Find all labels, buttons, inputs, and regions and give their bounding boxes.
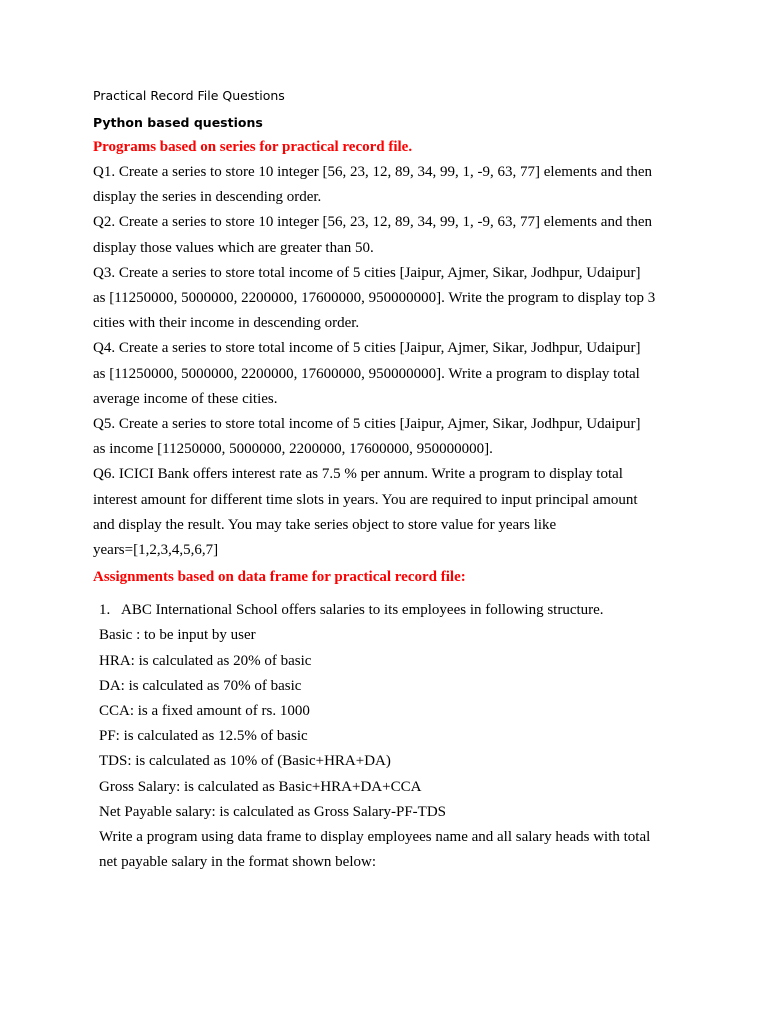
- assignment-intro-text: ABC International School offers salaries to its employees in following structure.: [121, 602, 604, 619]
- question-q2-line: Q2. Create a series to store 10 integer [56, 23, 12, 89, 34, 99, 1, -9, 63, 77] elements and then: [93, 214, 653, 231]
- assignment-instruction-line: net payable salary in the format shown below:: [99, 854, 377, 871]
- salary-rule-gross: Gross Salary: is calculated as Basic+HRA+DA+CCA: [99, 778, 422, 795]
- assignment-intro: [99, 598, 708, 623]
- salary-rule-cca: CCA: is a fixed amount of rs. 1000: [99, 703, 310, 720]
- question-q1-line: Q1. Create a series to store 10 integer [56, 23, 12, 89, 34, 99, 1, -9, 63, 77] elements and then: [93, 164, 653, 180]
- question-q5-line: as income [11250000, 5000000, 2200000, 17600000, 950000000].: [93, 441, 493, 458]
- question-q4-line: Q4. Create a series to store total income of 5 cities [Jaipur, Ajmer, Sikar, Jodhpur, Udaipur]: [93, 340, 641, 357]
- question-q3-line: Q3. Create a series to store total income of 5 cities [Jaipur, Ajmer, Sikar, Jodhpur, Udaipur]: [93, 264, 641, 281]
- salary-rule-net: Net Payable salary: is calculated as Gross Salary-PF-TDS: [99, 803, 446, 820]
- salary-rule-tds: TDS: is calculated as 10% of (Basic+HRA+DA): [99, 753, 391, 770]
- salary-rule-basic: Basic : to be input by user: [99, 627, 256, 644]
- question-q6-line: Q6. ICICI Bank offers interest rate as 7.5 % per annum. Write a program to display total: [93, 466, 623, 483]
- salary-rule-da: DA: is calculated as 70% of basic: [99, 677, 302, 694]
- series-section-heading: Programs based on series for practical record file.: [93, 139, 413, 155]
- question-q6-line: and display the result. You may take series object to store value for years like: [93, 516, 557, 533]
- dataframe-assignment-item: [93, 598, 708, 875]
- document-subheader: Python based questions: [93, 115, 263, 130]
- salary-rule-hra: HRA: is calculated as 20% of basic: [99, 652, 312, 669]
- question-q2-line: display those values which are greater than 50.: [93, 239, 374, 256]
- dataframe-section-heading: Assignments based on data frame for practical record file:: [93, 569, 466, 586]
- question-q3-line: cities with their income in descending order.: [93, 315, 360, 332]
- question-q1-line: display the series in descending order.: [93, 189, 322, 206]
- document-header: Practical Record File Questions: [93, 88, 285, 103]
- question-q5-line: Q5. Create a series to store total income of 5 cities [Jaipur, Ajmer, Sikar, Jodhpur, Udaipur]: [93, 416, 641, 433]
- series-questions: [93, 160, 708, 563]
- assignment-instruction-line: Write a program using data frame to display employees name and all salary heads with total: [99, 829, 651, 846]
- question-q4-line: as [11250000, 5000000, 2200000, 17600000, 950000000]. Write a program to display total: [93, 365, 640, 382]
- salary-rule-pf: PF: is calculated as 12.5% of basic: [99, 728, 308, 745]
- question-q6-line: years=[1,2,3,4,5,6,7]: [93, 542, 219, 559]
- question-q3-line: as [11250000, 5000000, 2200000, 17600000, 950000000]. Write the program to display top 3: [93, 290, 656, 307]
- list-number: 1.: [99, 602, 111, 619]
- question-q6-line: interest amount for different time slots in years. You are required to input principal amount: [93, 491, 638, 508]
- question-q4-line: average income of these cities.: [93, 390, 278, 407]
